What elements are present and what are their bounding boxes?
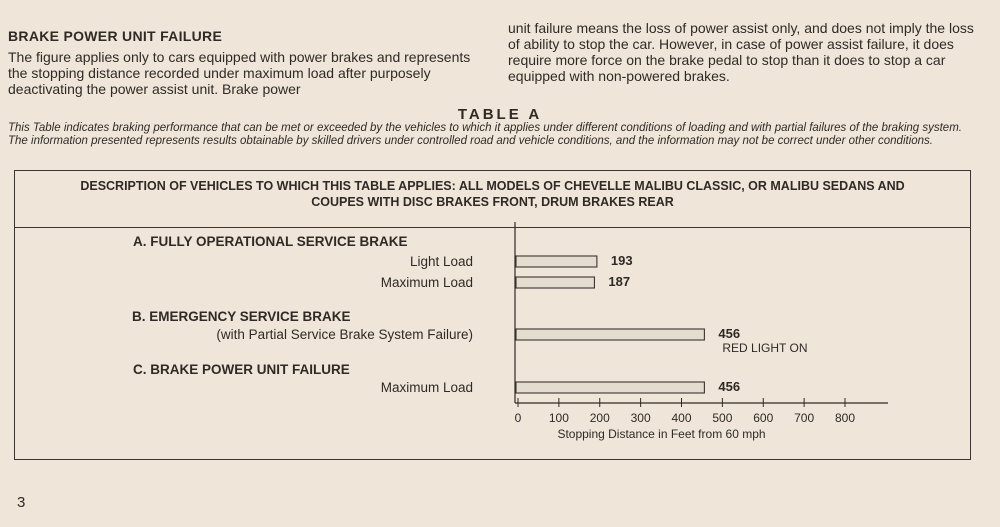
box-header-line-2: COUPES WITH DISC BRAKES FRONT, DRUM BRAKES REAR bbox=[311, 195, 674, 209]
bar bbox=[516, 277, 594, 288]
x-tick-label: 300 bbox=[630, 411, 651, 425]
box-header-line-1: DESCRIPTION OF VEHICLES TO WHICH THIS TABLE APPLIES: ALL MODELS OF CHEVELLE MALIBU CLASSIC, OR MALIBU SEDANS AND bbox=[80, 179, 905, 193]
group-heading: C. BRAKE POWER UNIT FAILURE bbox=[133, 362, 350, 377]
bar-value-label: 456 bbox=[718, 326, 741, 341]
table-title: TABLE A bbox=[457, 106, 543, 123]
right-paragraph: unit failure means the loss of power assist only, and does not imply the loss of ability to stop the car. However, in case of power assist failure, it does require more force on the brake pedal to stop than it does to stop a car equipped with non-powered brakes. bbox=[508, 20, 974, 84]
left-paragraph: The figure applies only to cars equipped with power brakes and represents the stopping distance recorded under maximum load after purposely deactivating the power assist unit. Brake power bbox=[8, 49, 471, 97]
x-tick-label: 500 bbox=[712, 411, 733, 425]
x-tick-label: 0 bbox=[514, 411, 522, 425]
bar-value-label: 456 bbox=[718, 379, 741, 394]
page-number: 3 bbox=[17, 494, 26, 511]
bar bbox=[516, 256, 597, 267]
x-tick-label: 100 bbox=[548, 411, 569, 425]
x-tick-label: 800 bbox=[834, 411, 856, 425]
x-tick-label: 200 bbox=[589, 411, 610, 425]
x-tick-label: 600 bbox=[753, 411, 774, 425]
group-heading: A. FULLY OPERATIONAL SERVICE BRAKE bbox=[133, 234, 408, 249]
group-heading: B. EMERGENCY SERVICE BRAKE bbox=[132, 309, 351, 324]
bar-value-label: 193 bbox=[610, 253, 633, 268]
bar-value-label: 187 bbox=[608, 274, 631, 289]
bar bbox=[516, 382, 704, 393]
bar-note: RED LIGHT ON bbox=[722, 341, 808, 355]
row-label: Maximum Load bbox=[380, 275, 473, 290]
table-intro: This Table indicates braking performance that can be met or exceeded by the vehicles to which it applies under different conditions of loading and with partial failures of the braking system. The information presented represents results obtainable by skilled drivers under controlled road and vehicle conditions, and the information may not be correct under other conditions. bbox=[8, 122, 962, 147]
x-tick-label: 700 bbox=[794, 411, 815, 425]
x-tick-label: 400 bbox=[671, 411, 692, 425]
x-axis-title: Stopping Distance in Feet from 60 mph bbox=[557, 427, 766, 441]
row-label: (with Partial Service Brake System Failure) bbox=[216, 327, 473, 342]
section-heading: BRAKE POWER UNIT FAILURE bbox=[8, 28, 223, 44]
row-label: Light Load bbox=[409, 254, 473, 269]
bar bbox=[516, 329, 704, 340]
row-label: Maximum Load bbox=[380, 380, 473, 395]
